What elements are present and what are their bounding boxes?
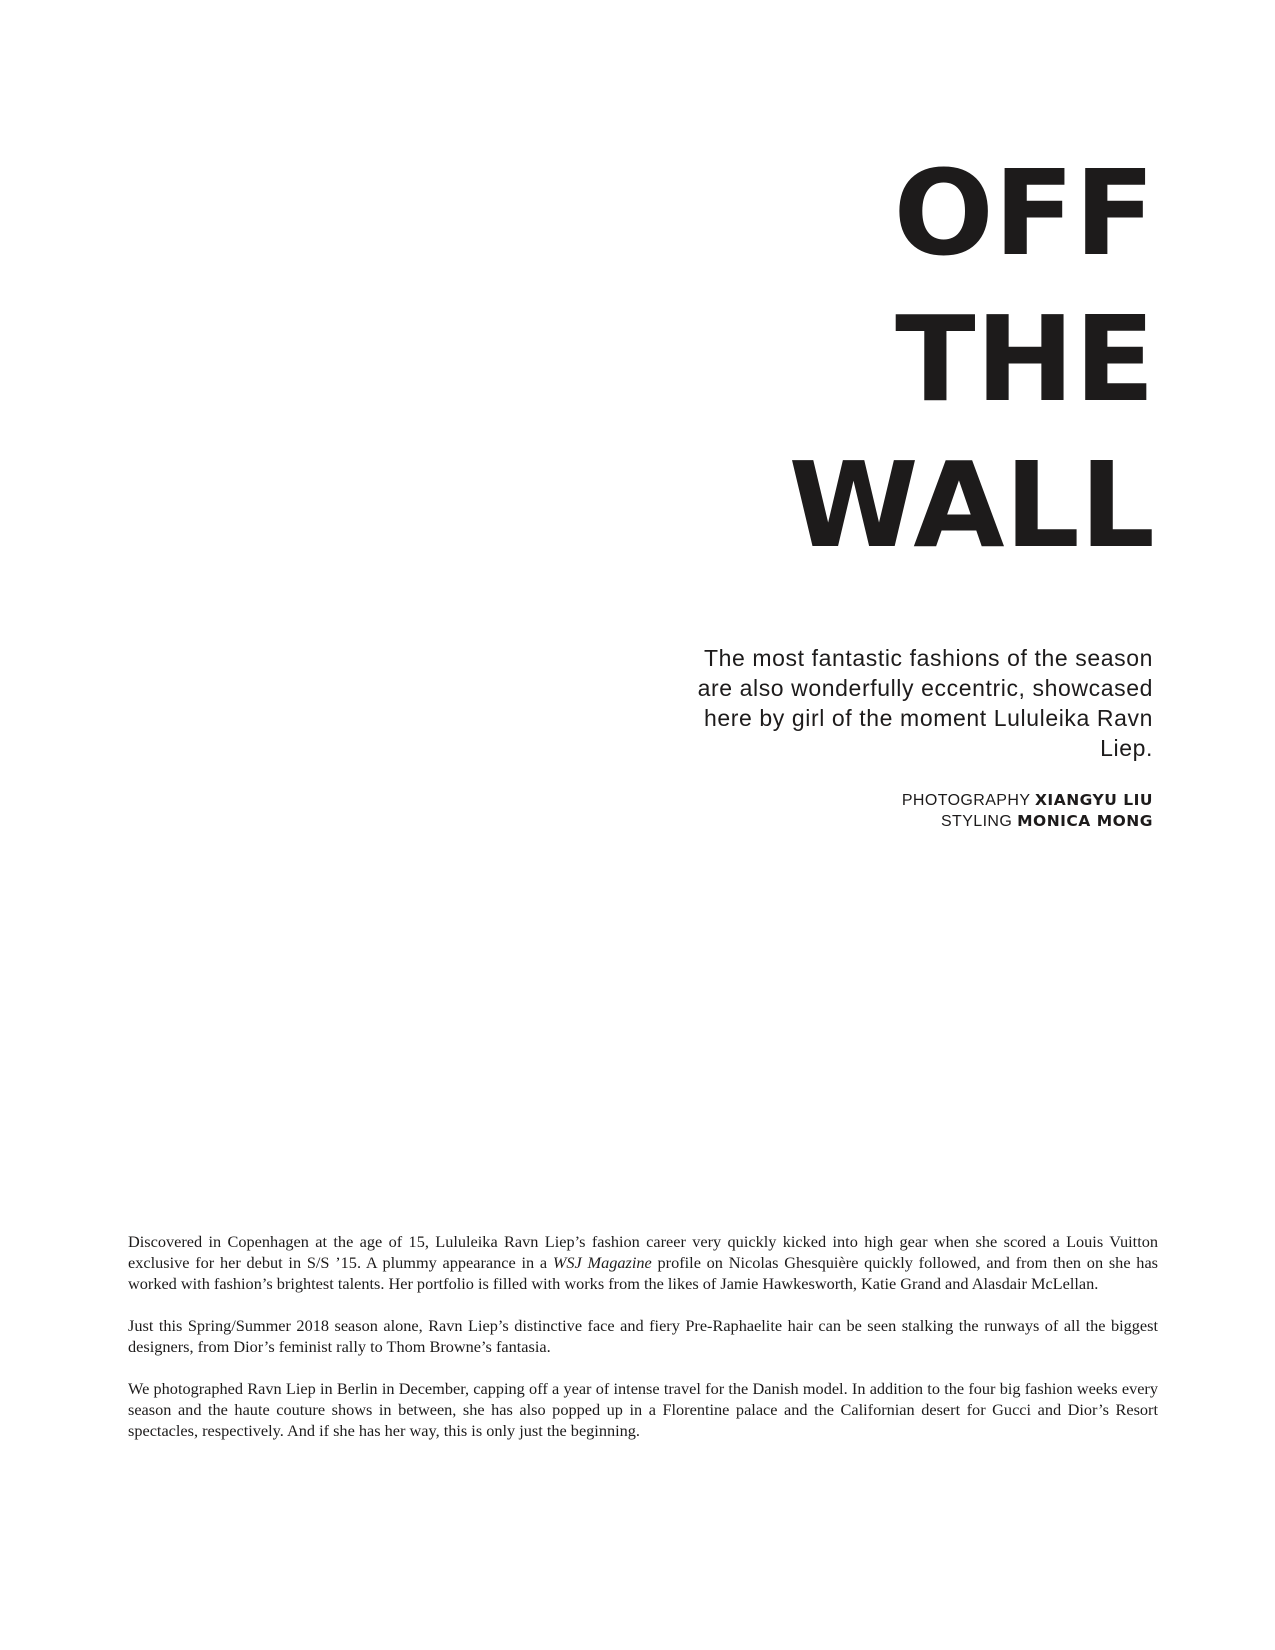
photographer-name: XIANGYU LIU	[1034, 791, 1153, 809]
article-body	[128, 1231, 1158, 1462]
styling-credit	[902, 811, 1153, 832]
title-line-3: WALL	[788, 436, 1155, 574]
magazine-name: WSJ Magazine	[552, 1253, 652, 1272]
photography-credit	[902, 790, 1153, 811]
photography-label: PHOTOGRAPHY	[901, 792, 1031, 809]
body-paragraph-2: Just this Spring/Summer 2018 season alone, Ravn Liep’s distinctive face and fiery Pre-Raphaelite hair can be seen stalking the runways of all the biggest designers, from Dior’s feminist rally to Thom Browne’s fantasia.	[128, 1316, 1158, 1356]
title-line-1: OFF	[893, 144, 1155, 282]
title-line-2: THE	[895, 290, 1155, 428]
credits	[902, 790, 1153, 832]
body-paragraph-3: We photographed Ravn Liep in Berlin in December, capping off a year of intense travel for the Danish model. In addition to the four big fashion weeks every season and the haute couture shows in between, she has also popped up in a Florentine palace and the Californian desert for Gucci and Dior’s Resort spectacles, respectively. And if she has her way, this is only just the beginning.	[128, 1379, 1158, 1440]
stylist-name: MONICA MONG	[1017, 812, 1153, 830]
styling-label: STYLING	[940, 813, 1013, 830]
article-title	[788, 140, 1155, 578]
article-dek: The most fantastic fashions of the season are also wonderfully eccentric, showcased here by girl of the moment Lululeika Ravn Liep.	[697, 645, 1153, 761]
body-paragraph-1-start: Discovered in Copenhagen at the age of 15, Lululeika Ravn Liep’s fashion career very quickly kicked into high gear when she scored a Louis Vuitton exclusive for her debut in S/S ’15. A plummy appearance in a	[128, 1232, 1158, 1272]
body-paragraph-1	[128, 1231, 1158, 1294]
body-paragraph-1-end: profile on Nicolas Ghesquière quickly followed, and from then on she has worked with fashion’s brightest talents. Her portfolio is filled with works from the likes of Jamie Hawkesworth, Katie Grand and Alasdair McLellan.	[128, 1253, 1159, 1293]
